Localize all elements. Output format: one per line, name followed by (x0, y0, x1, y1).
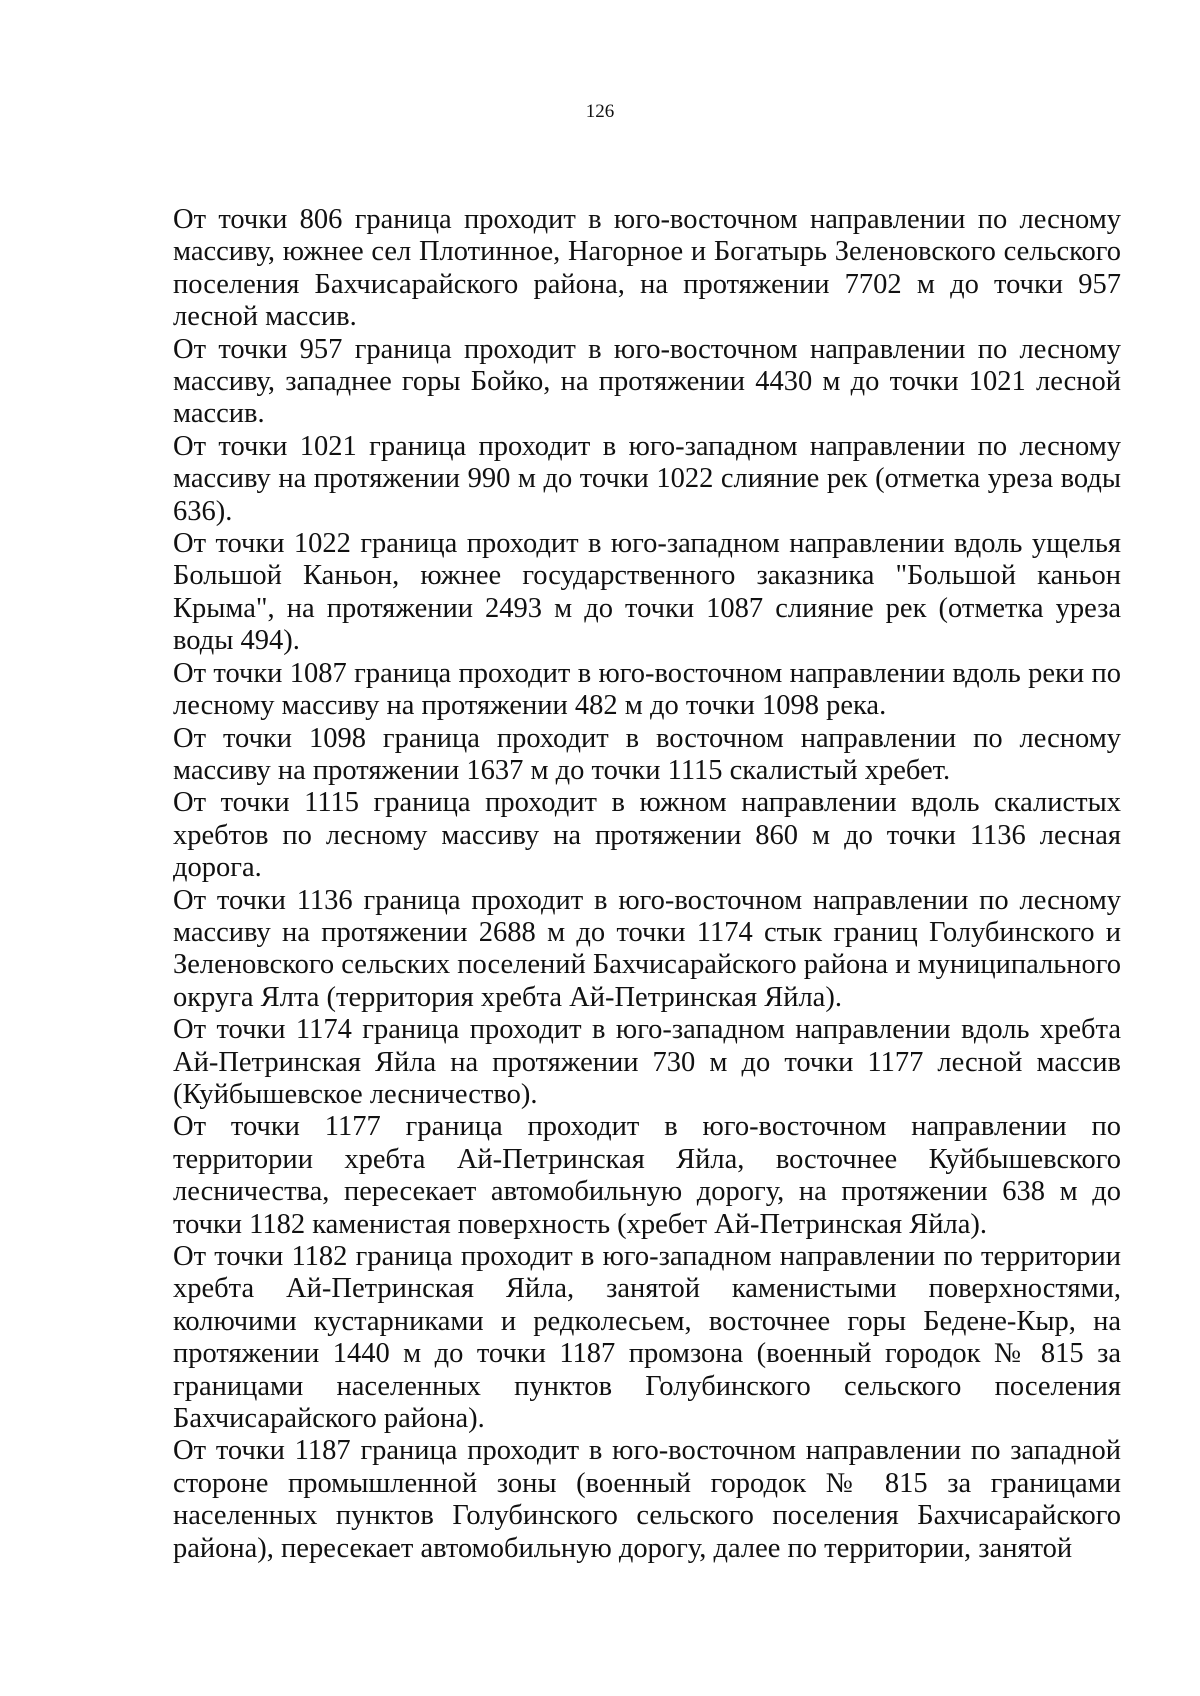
paragraph-point-1021: От точки 1021 граница проходит в юго-западном направлении по лесному массиву на протяжении 990 м до точки 1022 слияние рек (отметка уреза воды 636). (173, 430, 1121, 527)
paragraph-point-1187: От точки 1187 граница проходит в юго-восточном направлении по западной стороне промышленной зоны (военный городок № 815 за границами населенных пунктов Голубинского сельского поселения Бахчисарайского района), пересекает автомобильную дорогу, далее по территории, занятой (173, 1435, 1121, 1564)
paragraph-point-806: От точки 806 граница проходит в юго-восточном направлении по лесному массиву, южнее сел Плотинное, Нагорное и Богатырь Зеленовского сельского поселения Бахчисарайского района, на протяжении 7702 м до точки 957 лесной массив. (173, 204, 1121, 333)
paragraph-point-1115: От точки 1115 граница проходит в южном направлении вдоль скалистых хребтов по лесному массиву на протяжении 860 м до точки 1136 лесная дорога. (173, 787, 1121, 884)
paragraph-point-1182: От точки 1182 граница проходит в юго-западном направлении по территории хребта Ай-Петринская Яйла, занятой каменистыми поверхностями, колючими кустарниками и редколесьем, восточнее горы Бедене-Кыр, на протяжении 1440 м до точки 1187 промзона (военный городок № 815 за границами населенных пунктов Голубинского сельского поселения Бахчисарайского района). (173, 1241, 1121, 1435)
paragraph-point-1022: От точки 1022 граница проходит в юго-западном направлении вдоль ущелья Большой Каньон, южнее государственного заказника "Большой каньон Крыма", на протяжении 2493 м до точки 1087 слияние рек (отметка уреза воды 494). (173, 528, 1121, 657)
paragraph-point-957: От точки 957 граница проходит в юго-восточном направлении по лесному массиву, западнее горы Бойко, на протяжении 4430 м до точки 1021 лесной массив. (173, 333, 1121, 430)
paragraph-point-1087: От точки 1087 граница проходит в юго-восточном направлении вдоль реки по лесному массиву на протяжении 482 м до точки 1098 река. (173, 657, 1121, 722)
page-number: 126 (585, 101, 615, 122)
paragraph-point-1177: От точки 1177 граница проходит в юго-восточном направлении по территории хребта Ай-Петринская Яйла, восточнее Куйбышевского лесничества, пересекает автомобильную дорогу, на протяжении 638 м до точки 1182 каменистая поверхность (хребет Ай-Петринская Яйла). (173, 1111, 1121, 1240)
paragraph-point-1136: От точки 1136 граница проходит в юго-восточном направлении по лесному массиву на протяжении 2688 м до точки 1174 стык границ Голубинского и Зеленовского сельских поселений Бахчисарайского района и муниципального округа Ялта (территория хребта Ай-Петринская Яйла). (173, 884, 1121, 1013)
paragraph-point-1174: От точки 1174 граница проходит в юго-западном направлении вдоль хребта Ай-Петринская Яйла на протяжении 730 м до точки 1177 лесной массив (Куйбышевское лесничество). (173, 1014, 1121, 1110)
paragraph-point-1098: От точки 1098 граница проходит в восточном направлении по лесному массиву на протяжении 1637 м до точки 1115 скалистый хребет. (173, 722, 1121, 786)
document-body (173, 204, 1121, 1565)
